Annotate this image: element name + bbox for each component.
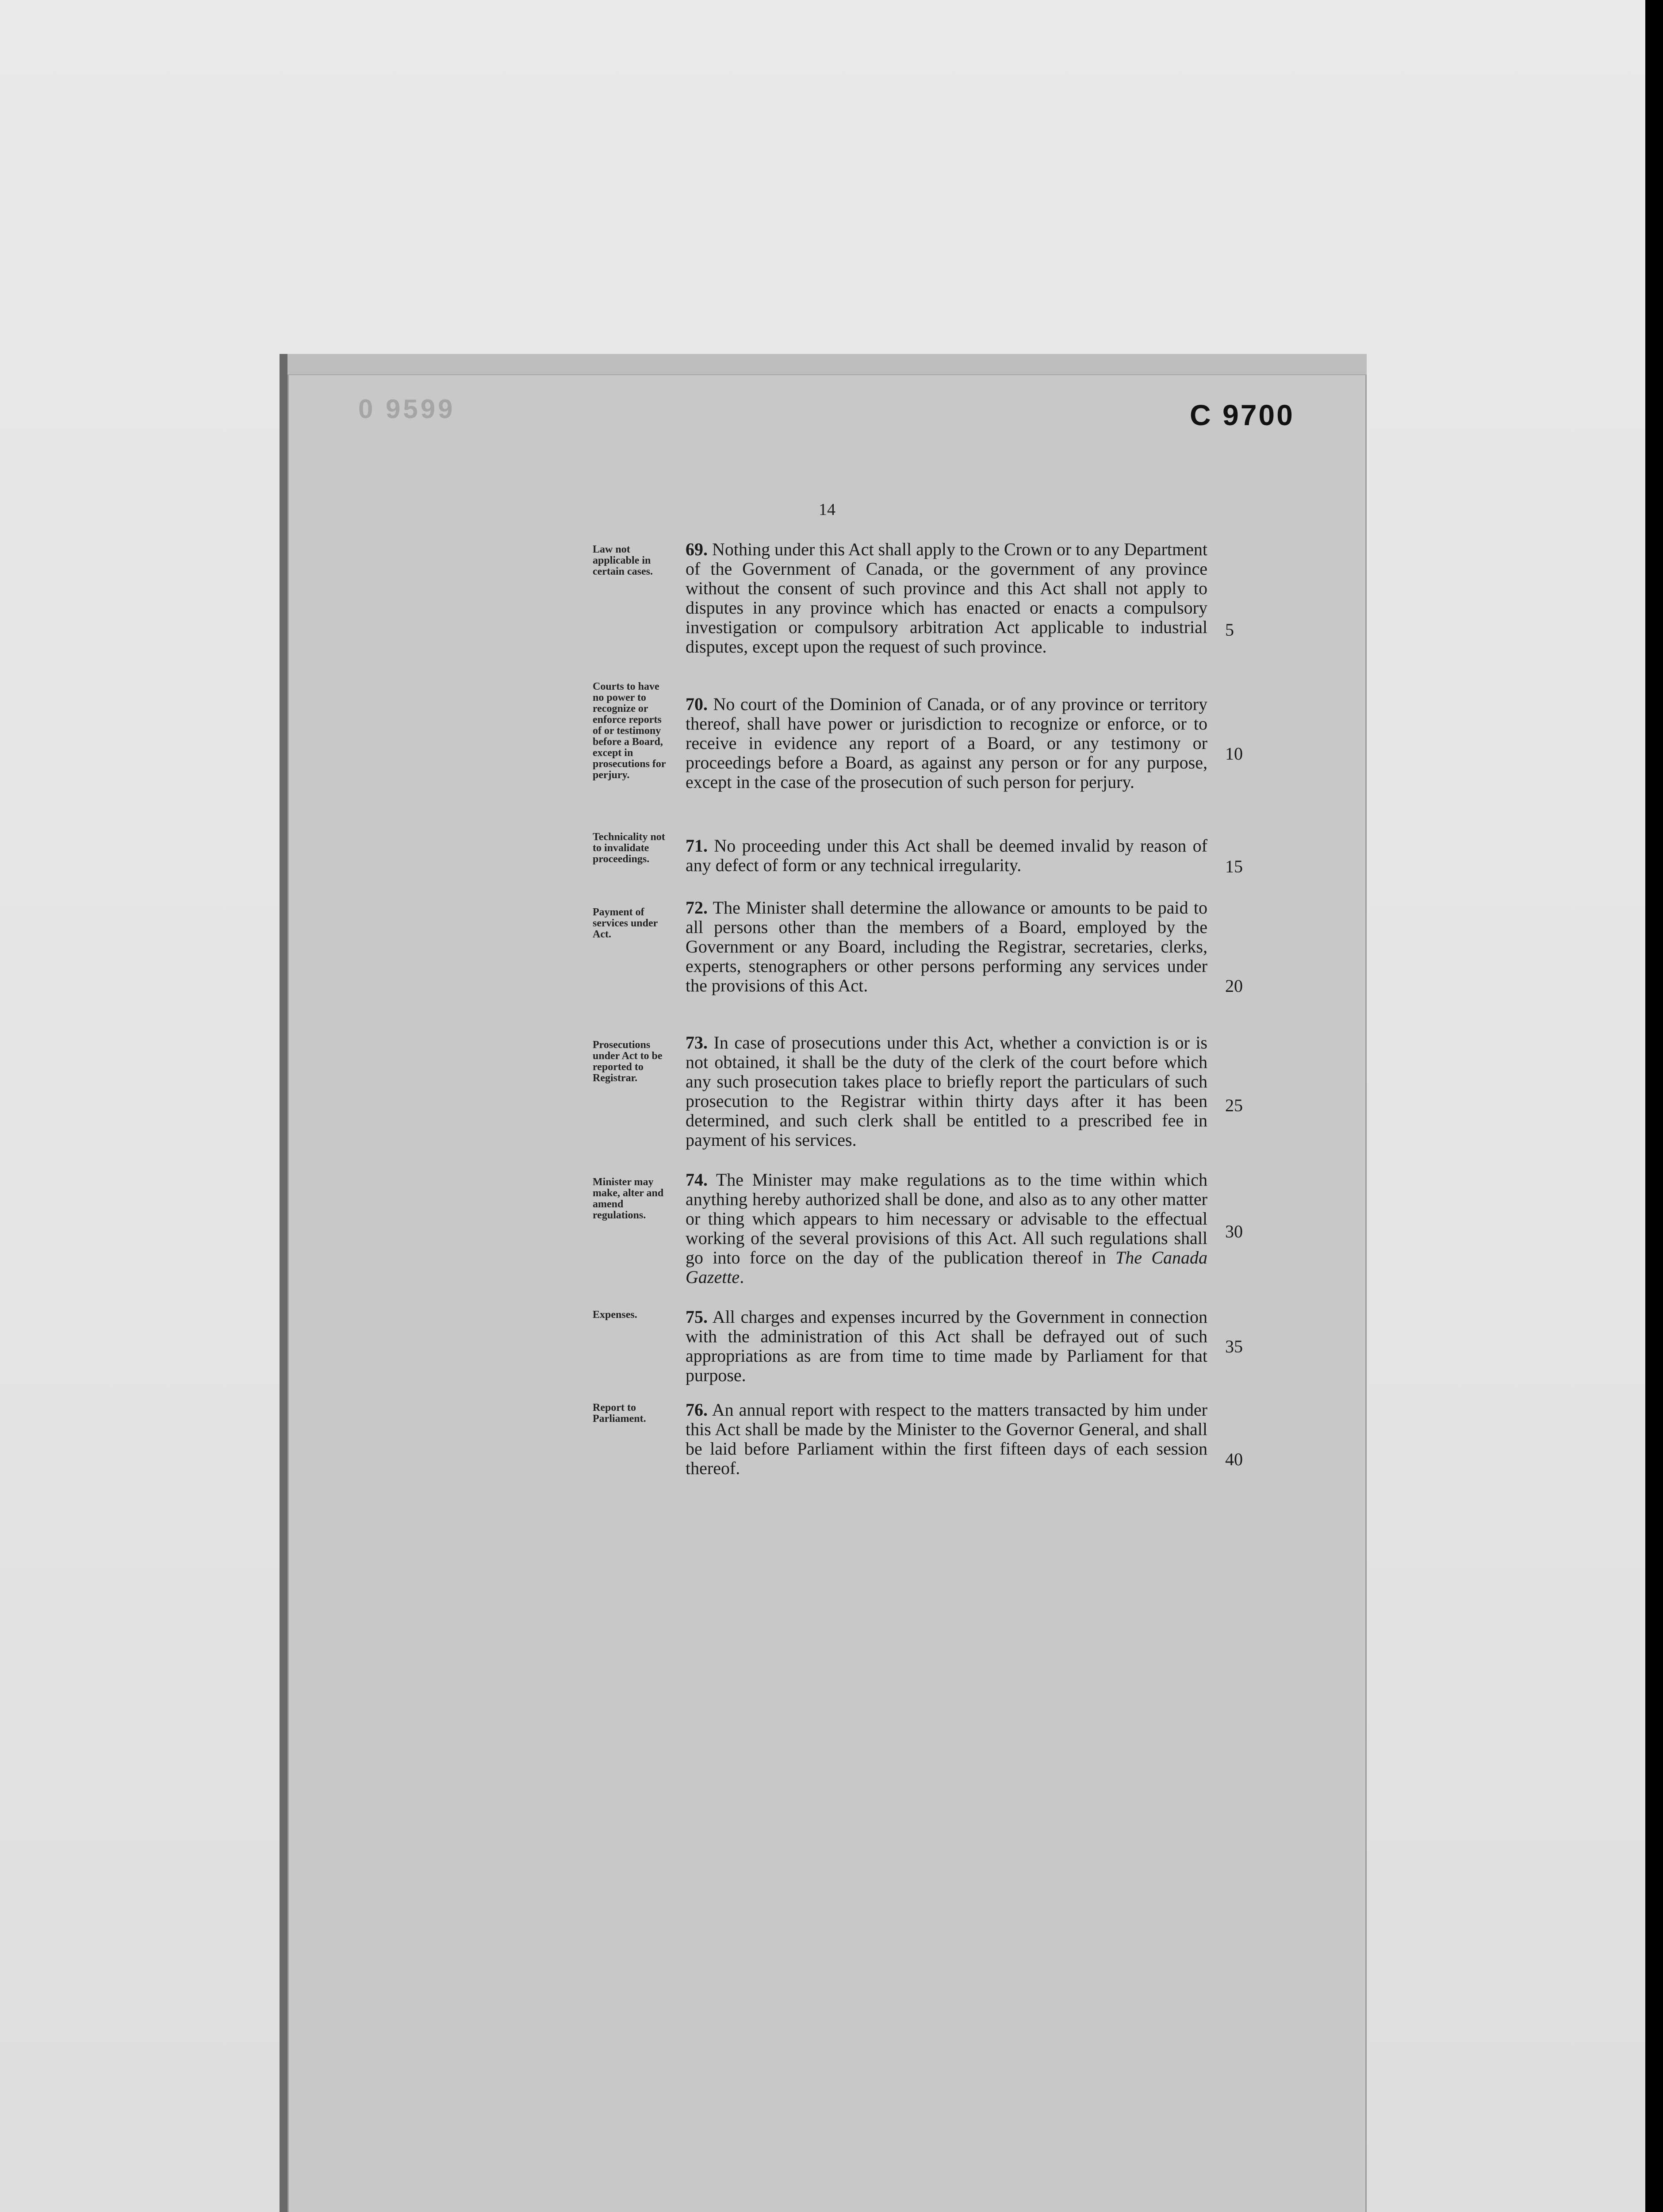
margin-note-72: Payment of services under Act. (593, 906, 658, 940)
line-number: 25 (1225, 1095, 1243, 1115)
margin-note-74: Minister may make, alter and amend regulations. (593, 1176, 664, 1221)
section-text: All charges and expenses incurred by the Government in connection with the administration of this Act shall be defrayed out of such appropriations as are from time to time made by Parliament for that purpose. (686, 1307, 1207, 1385)
section-text: Nothing under this Act shall apply to the Crown or to any Department of the Government of Canada, or the government of any province without the consent of such province and this Act shall not apply to disputes in any province which has enacted or enacts a compulsory investigation or compulsory arbitration Act applicable to industrial disputes, except upon the request of such province. (686, 539, 1207, 657)
section-70 (686, 695, 1207, 792)
stamp-number: C 9700 (1190, 399, 1295, 431)
section-text: An annual report with respect to the matters transacted by him under this Act shall be made by the Minister to the Governor General, and shall be laid before Parliament within the first fifteen days of each session thereof. (686, 1400, 1207, 1478)
section-number: 69. (686, 539, 708, 559)
section-number: 73. (686, 1033, 708, 1052)
document-page (287, 354, 1367, 2212)
page-number: 14 (819, 500, 835, 519)
line-number: 15 (1225, 856, 1243, 876)
section-74 (686, 1170, 1207, 1287)
page-top-edge (287, 354, 1367, 375)
line-number: 40 (1225, 1449, 1243, 1469)
margin-note-76: Report to Parliament. (593, 1402, 646, 1425)
section-tail: . (740, 1267, 744, 1287)
section-72 (686, 898, 1207, 995)
section-text: No proceeding under this Act shall be deemed invalid by reason of any defect of form or any technical irregularity. (686, 836, 1207, 875)
section-text: The Minister shall determine the allowance or amounts to be paid to all persons other than the members of a Board, employed by the Government or any Board, including the Registrar, secretaries, clerks, experts, stenographers or other persons performing any services under the provisions of this Act. (686, 898, 1207, 995)
film-edge (1645, 0, 1663, 2212)
section-number: 75. (686, 1307, 708, 1327)
section-number: 74. (686, 1170, 708, 1190)
margin-note-75: Expenses. (593, 1309, 637, 1321)
section-71 (686, 836, 1207, 875)
section-italic: The Canada Gazette (686, 1248, 1207, 1287)
line-number: 10 (1225, 744, 1243, 764)
stamp-ghost-number: 0 9599 (358, 394, 456, 424)
line-number: 20 (1225, 976, 1243, 996)
line-number: 35 (1225, 1336, 1243, 1356)
margin-note-70: Courts to have no power to recognize or enforce reports of or testimony before a Board, except in prosecutions for perjury. (593, 681, 666, 781)
section-number: 70. (686, 694, 708, 714)
section-text: No court of the Dominion of Canada, or of any province or territory thereof, shall have power or jurisdiction to recognize or enforce, or to receive in evidence any report of a Board, or any testimony or proceedings before a Board, as against any person or for any purpose, except in the case of the prosecution of such person for perjury. (686, 694, 1207, 792)
section-text: In case of prosecutions under this Act, whether a conviction is or is not obtained, it shall be the duty of the clerk of the court before which any such prosecution takes place to briefly report the particulars of such prosecution to the Registrar within thirty days after it has been determined, and such clerk shall be entitled to a prescribed fee in payment of his services. (686, 1033, 1207, 1150)
section-69 (686, 540, 1207, 657)
section-73 (686, 1033, 1207, 1150)
section-number: 71. (686, 836, 708, 856)
line-number: 5 (1225, 620, 1234, 640)
section-number: 72. (686, 898, 708, 918)
margin-note-73: Prosecutions under Act to be reported to Registrar. (593, 1039, 663, 1084)
section-number: 76. (686, 1400, 708, 1420)
section-76 (686, 1400, 1207, 1478)
section-text: The Minister may make regulations as to the time within which anything hereby authorized shall be done, and also as to any other matter or thing which appears to him necessary or advisable to the effectual working of the several provisions of this Act. All such regulations shall go into force on the day of the publication thereof in (686, 1170, 1207, 1267)
line-number: 30 (1225, 1221, 1243, 1241)
margin-note-69: Law not applicable in certain cases. (593, 544, 653, 577)
margin-note-71: Technicality not to invalidate proceedings. (593, 831, 665, 865)
section-75 (686, 1307, 1207, 1385)
